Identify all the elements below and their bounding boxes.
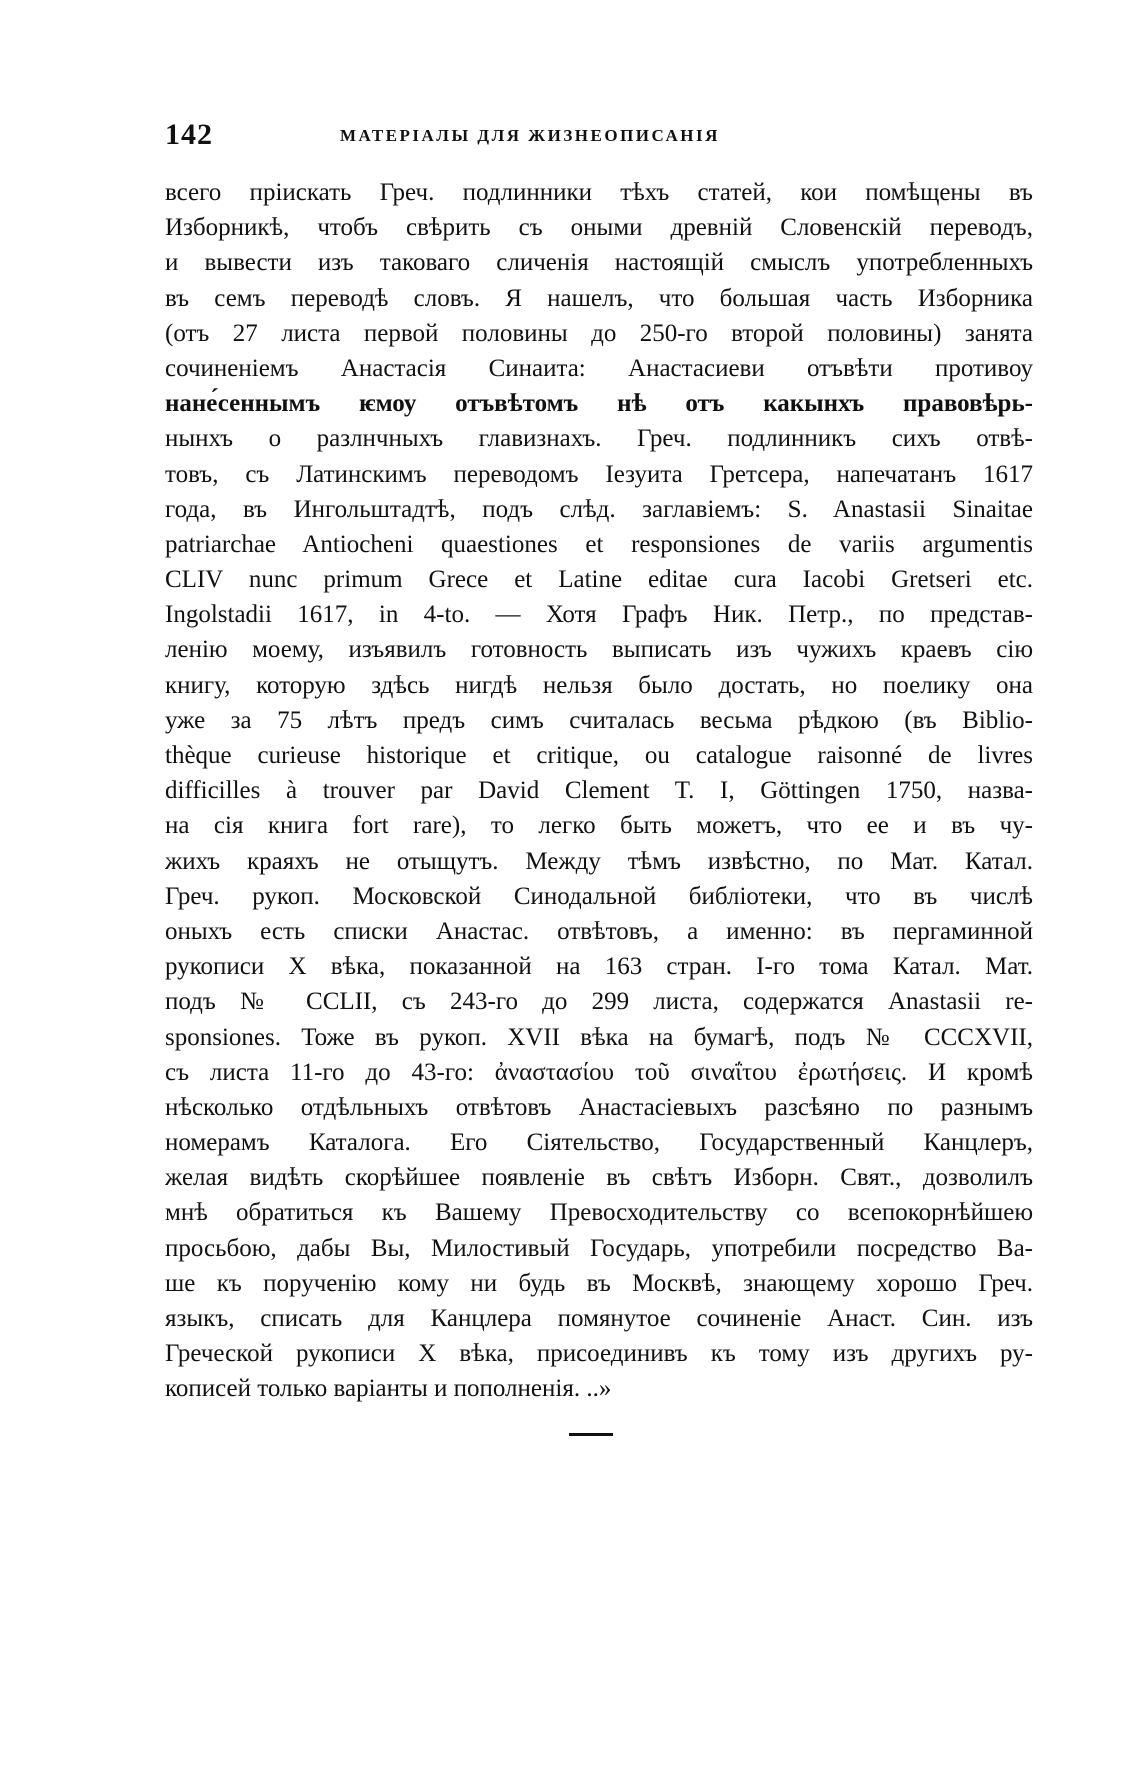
text-line: Ingolstadii 1617, in 4-to. — Хотя Графъ Ник. Петр., по представ- — [165, 601, 1033, 629]
text-line: sponsiones. Тоже въ рукоп. XVII вѣка на бумагѣ, подъ № CCCXVII, — [165, 1023, 1033, 1051]
text-line: языкъ, списать для Канцлера помянутое сочиненіе Анаст. Син. изъ — [165, 1305, 1033, 1332]
text-line: оныхъ есть списки Анастас. отвѣтовъ, а именно: въ пергаминной — [165, 917, 1033, 945]
text-line: сочиненіемъ Анастасія Синаита: Анастасиеви отъвѣти противоу — [165, 354, 1033, 382]
text-line: рукописи X вѣка, показанной на 163 стран. I-го тома Катал. Мат. — [165, 953, 1033, 981]
text-line: желая видѣть скорѣйшее появленіе въ свѣтъ Изборн. Свят., дозволилъ — [165, 1164, 1033, 1192]
text-line: въ семъ переводѣ словъ. Я нашелъ, что большая часть Изборника — [165, 284, 1033, 312]
text-line: Греческой рукописи X вѣка, присоединивъ къ тому изъ другихъ ру- — [165, 1340, 1033, 1368]
text-line: ленію моему, изъявилъ готовность выписать изъ чужихъ краевъ сію — [165, 636, 1033, 664]
text-line: на сія книга fort rare), то легко быть можетъ, что ее и въ чу- — [165, 812, 1033, 840]
text-line: Изборникѣ, чтобъ свѣрить съ оными древній Словенскій переводъ, — [165, 214, 1033, 242]
text-line: нѣсколько отдѣльныхъ отвѣтовъ Анастасіевыхъ разсѣяно по разнымъ — [165, 1093, 1033, 1121]
text-line: Греч. рукоп. Московской Синодальной библіотеки, что въ числѣ — [165, 882, 1033, 910]
text-line: уже за 75 лѣтъ предъ симъ считалась весьма рѣдкою (въ Biblio- — [165, 706, 1033, 734]
running-title: МАТЕРІАЛЫ ДЛЯ ЖИЗНЕОПИСАНІЯ — [340, 126, 720, 145]
page-number: 142 — [165, 118, 213, 151]
text-line: нынхъ о разлнчныхъ главизнахъ. Греч. подлинникъ сихъ отвѣ- — [165, 425, 1033, 453]
text-line: difficilles à trouver par David Clement T. I, Göttingen 1750, назва- — [165, 777, 1033, 805]
text-line: patriarchae Antiocheni quaestiones et responsiones de variis argumentis — [165, 530, 1033, 558]
text-line-last: кописей только варіанты и пополненія. ..» — [165, 1375, 612, 1403]
text-line: и вывести изъ таковаго сличенія настоящій смыслъ употребленныхъ — [165, 249, 1033, 277]
body-text — [165, 175, 1033, 1407]
text-line: всего пріискать Греч. подлинники тѣхъ статей, кои помѣщены въ — [165, 179, 1033, 206]
text-line: мнѣ обратиться къ Вашему Превосходительству со всепокорнѣйшею — [165, 1199, 1033, 1227]
text-line: товъ, съ Латинскимъ переводомъ Іезуита Гретсера, напечатанъ 1617 — [165, 460, 1033, 488]
text-line: подъ № CCLII, съ 243-го до 299 листа, содержатся Anastasii re- — [165, 988, 1033, 1016]
church-slavonic-title-line: нане́сеннымъ ѥмоу отъвѣтомъ нѣ отъ какынхъ правовѣрь- — [165, 390, 1033, 418]
text-line: года, въ Ингольштадтѣ, подъ слѣд. заглавіемъ: S. Anastasii Sinaitae — [165, 495, 1033, 523]
text-line: (отъ 27 листа первой половины до 250-го второй половины) занята — [165, 319, 1033, 347]
text-line: CLIV nunc primum Grece et Latine editae cura Iacobi Gretseri etc. — [165, 566, 1033, 594]
text-line: книгу, которую здѣсь нигдѣ нельзя было достать, но поелику она — [165, 671, 1033, 699]
text-line: thèque curieuse historique et critique, ou catalogue raisonné de livres — [165, 742, 1033, 769]
text-line: просьбою, дабы Вы, Милостивый Государь, употребили посредство Ва- — [165, 1234, 1033, 1262]
text-line: жихъ краяхъ не отыщутъ. Между тѣмъ извѣстно, по Мат. Катал. — [165, 847, 1033, 875]
page-header — [165, 118, 1015, 158]
text-line: съ листа 11-го до 43-го: ἀναστασίου τοῦ σιναΐτου ἐρωτήσεις. И кромѣ — [165, 1058, 1033, 1086]
text-line: ше къ порученію кому ни будь въ Москвѣ, знающему хорошо Греч. — [165, 1269, 1033, 1297]
end-divider-rule — [569, 1433, 613, 1436]
text-line: номерамъ Каталога. Его Сіятельство, Государственный Канцлеръ, — [165, 1129, 1033, 1157]
